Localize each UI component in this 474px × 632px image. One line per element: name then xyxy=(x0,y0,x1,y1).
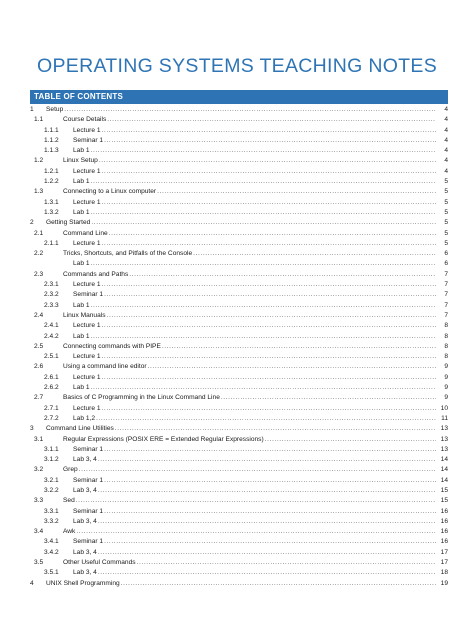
toc-entry-label: Lecture 1 xyxy=(73,281,101,289)
dot-leader xyxy=(91,177,436,187)
toc-entry-title xyxy=(73,239,436,249)
toc-entry-title xyxy=(63,156,436,166)
toc-entry-title xyxy=(63,115,436,125)
toc-entry[interactable] xyxy=(30,311,448,321)
dot-leader xyxy=(96,414,436,424)
toc-entry-number: 2.5.1 xyxy=(44,353,59,361)
toc-entry-page: 15 xyxy=(440,486,448,494)
toc-entry[interactable] xyxy=(30,136,448,146)
toc-entry[interactable] xyxy=(30,455,448,465)
dot-leader xyxy=(107,311,436,321)
toc-entry-number: 1.2.1 xyxy=(44,167,59,175)
toc-entry-page: 7 xyxy=(444,301,448,309)
toc-entry[interactable] xyxy=(30,156,448,166)
toc-entry-title xyxy=(73,404,436,414)
dot-leader xyxy=(91,208,436,218)
dot-leader xyxy=(98,568,436,578)
toc-entry-title xyxy=(73,321,436,331)
dot-leader xyxy=(102,198,437,208)
toc-entry-page: 11 xyxy=(441,414,448,422)
toc-entry-page: 16 xyxy=(440,538,448,546)
toc-entry-number: 2.6.1 xyxy=(44,373,59,381)
toc-entry[interactable] xyxy=(30,342,448,352)
dot-leader xyxy=(104,290,436,300)
toc-entry[interactable] xyxy=(30,527,448,537)
toc-entry-label: Lecture 1 xyxy=(73,353,101,361)
toc-entry-number: 2.3.2 xyxy=(44,291,59,299)
toc-entry[interactable] xyxy=(30,435,448,445)
toc-entry-title xyxy=(73,208,436,218)
toc-entry-page: 8 xyxy=(444,353,448,361)
dot-leader xyxy=(102,167,437,177)
toc-entry-title xyxy=(73,455,436,465)
toc-entry[interactable] xyxy=(30,280,448,290)
toc-entry-title xyxy=(73,537,436,547)
toc-entry[interactable] xyxy=(30,476,448,486)
toc-entry-number: 2.4.1 xyxy=(44,322,59,330)
toc-entry-page: 7 xyxy=(444,270,448,278)
toc-entry[interactable] xyxy=(30,393,448,403)
toc-entry-page: 9 xyxy=(444,363,448,371)
toc-entry-page: 14 xyxy=(440,466,448,474)
toc-entry-label: Lab 1 xyxy=(73,260,90,268)
dot-leader xyxy=(104,476,436,486)
toc-entry-number: 3.2 xyxy=(34,466,44,474)
toc-entry[interactable] xyxy=(30,249,448,259)
toc-entry-number: 3.3.1 xyxy=(44,507,59,515)
toc-entry[interactable] xyxy=(30,239,448,249)
dot-leader xyxy=(64,105,436,115)
toc-entry-page: 6 xyxy=(444,260,448,268)
toc-entry-page: 8 xyxy=(444,332,448,340)
toc-entry-number: 2.3.1 xyxy=(44,281,59,289)
dot-leader xyxy=(102,352,437,362)
dot-leader xyxy=(79,465,436,475)
toc-entry-number: 2.7.1 xyxy=(44,404,59,412)
toc-entry-page: 5 xyxy=(444,178,448,186)
table-of-contents xyxy=(30,105,448,589)
toc-entry-number: 4 xyxy=(30,579,34,587)
toc-entry[interactable] xyxy=(30,579,448,589)
toc-entry-title xyxy=(63,362,436,372)
toc-entry-title xyxy=(73,126,436,136)
toc-entry-title xyxy=(73,198,436,208)
toc-entry-page: 8 xyxy=(444,342,448,350)
toc-entry-label: Lab 1 xyxy=(73,178,90,186)
toc-entry-title xyxy=(73,259,436,269)
toc-entry-number: 2.7 xyxy=(34,394,44,402)
toc-entry-label: Lecture 1 xyxy=(73,167,101,175)
toc-entry-number: 3.2.2 xyxy=(44,486,59,494)
toc-entry-label: Lab 3, 4 xyxy=(73,548,97,556)
toc-entry-label: Basics of C Programming in the Linux Command Line xyxy=(63,394,220,402)
toc-entry-title xyxy=(73,445,436,455)
toc-entry[interactable] xyxy=(30,496,448,506)
toc-entry-title xyxy=(73,167,436,177)
toc-entry-title xyxy=(73,507,436,517)
toc-entry-label: Seminar 1 xyxy=(73,507,104,515)
toc-entry-title xyxy=(73,414,436,424)
toc-entry[interactable] xyxy=(30,537,448,547)
toc-entry-label: Lecture 1 xyxy=(73,198,101,206)
toc-entry-title xyxy=(73,568,436,578)
toc-entry-label: Seminar 1 xyxy=(73,445,104,453)
toc-entry[interactable] xyxy=(30,301,448,311)
toc-entry-title xyxy=(63,311,436,321)
toc-entry-page: 19 xyxy=(440,579,448,587)
toc-entry-number: 3.5 xyxy=(34,559,44,567)
toc-entry-title xyxy=(46,424,436,434)
toc-entry-page: 5 xyxy=(444,198,448,206)
toc-entry-number: 1.1.1 xyxy=(44,126,59,134)
toc-entry[interactable] xyxy=(30,507,448,517)
toc-entry-page: 17 xyxy=(440,548,448,556)
toc-entry-title xyxy=(73,146,436,156)
dot-leader xyxy=(98,548,436,558)
toc-entry[interactable] xyxy=(30,167,448,177)
toc-entry-label: Linux Manuals xyxy=(63,311,106,319)
toc-entry-label: Lab 1 xyxy=(73,384,90,392)
toc-entry-label: Seminar 1 xyxy=(73,538,104,546)
toc-entry-page: 13 xyxy=(440,435,448,443)
toc-entry[interactable] xyxy=(30,517,448,527)
toc-entry-label: Sed xyxy=(63,497,75,505)
toc-entry[interactable] xyxy=(30,146,448,156)
toc-entry-title xyxy=(73,301,436,311)
toc-entry-label: Seminar 1 xyxy=(73,476,104,484)
toc-entry-title xyxy=(73,517,436,527)
toc-entry[interactable] xyxy=(30,362,448,372)
toc-entry-number: 1.1 xyxy=(34,116,44,124)
toc-entry[interactable] xyxy=(30,259,448,269)
toc-entry[interactable] xyxy=(30,218,448,228)
toc-entry-label: Lab 1 xyxy=(73,147,90,155)
toc-entry-number: 1.2 xyxy=(34,157,44,165)
toc-entry-label: Connecting to a Linux computer xyxy=(63,188,157,196)
toc-entry-title xyxy=(73,476,436,486)
toc-entry-title xyxy=(73,290,436,300)
toc-entry[interactable] xyxy=(30,290,448,300)
toc-entry-page: 7 xyxy=(444,311,448,319)
toc-entry[interactable] xyxy=(30,568,448,578)
toc-entry-label: Lecture 1 xyxy=(73,239,101,247)
dot-leader xyxy=(102,404,437,414)
toc-entry-page: 5 xyxy=(444,219,448,227)
dot-leader xyxy=(221,393,436,403)
toc-entry[interactable] xyxy=(30,208,448,218)
toc-entry-page: 15 xyxy=(440,497,448,505)
toc-entry[interactable] xyxy=(30,465,448,475)
dot-leader xyxy=(104,445,436,455)
dot-leader xyxy=(91,146,436,156)
toc-entry-number: 3.5.1 xyxy=(44,569,59,577)
dot-leader xyxy=(99,156,436,166)
toc-entry[interactable] xyxy=(30,548,448,558)
toc-entry[interactable] xyxy=(30,198,448,208)
toc-entry-number: 3.1.1 xyxy=(44,445,59,453)
dot-leader xyxy=(115,424,436,434)
dot-leader xyxy=(265,435,436,445)
toc-entry[interactable] xyxy=(30,187,448,197)
toc-entry-number: 3 xyxy=(30,425,34,433)
toc-entry-page: 16 xyxy=(440,528,448,536)
toc-entry-page: 4 xyxy=(444,116,448,124)
toc-entry-label: Lab 3, 4 xyxy=(73,517,97,525)
toc-entry-page: 17 xyxy=(440,559,448,567)
dot-leader xyxy=(104,507,436,517)
toc-entry-page: 7 xyxy=(444,281,448,289)
toc-entry[interactable] xyxy=(30,177,448,187)
toc-entry-title xyxy=(73,373,436,383)
toc-entry[interactable] xyxy=(30,126,448,136)
toc-entry-label: Lecture 1 xyxy=(73,322,101,330)
toc-entry-label: Lab 1 xyxy=(73,332,90,340)
toc-entry-number: 1.3.2 xyxy=(44,208,59,216)
toc-entry[interactable] xyxy=(30,373,448,383)
toc-entry[interactable] xyxy=(30,424,448,434)
toc-entry-number: 2.2 xyxy=(34,250,44,258)
toc-entry-page: 5 xyxy=(444,239,448,247)
toc-entry-number: 2.6.2 xyxy=(44,384,59,392)
toc-entry-label: Lecture 1 xyxy=(73,126,101,134)
toc-entry-number: 3.3.2 xyxy=(44,517,59,525)
toc-entry-number: 3.1.2 xyxy=(44,456,59,464)
toc-entry-number: 2.1 xyxy=(34,229,44,237)
toc-entry-number: 1 xyxy=(30,106,34,113)
toc-entry-title xyxy=(63,342,436,352)
toc-entry-title xyxy=(63,270,436,280)
toc-entry-number: 2.6 xyxy=(34,363,44,371)
dot-leader xyxy=(104,537,436,547)
toc-entry-title xyxy=(73,280,436,290)
dot-leader xyxy=(76,496,436,506)
toc-entry-number: 3.4 xyxy=(34,528,44,536)
toc-entry-number: 2.5 xyxy=(34,342,44,350)
toc-entry-title xyxy=(63,187,436,197)
toc-entry-title xyxy=(73,383,436,393)
toc-entry-page: 4 xyxy=(444,136,448,144)
toc-entry[interactable] xyxy=(30,445,448,455)
toc-entry-title xyxy=(63,496,436,506)
dot-leader xyxy=(98,486,436,496)
toc-entry-page: 5 xyxy=(444,229,448,237)
dot-leader xyxy=(98,455,436,465)
toc-entry-title xyxy=(63,435,436,445)
toc-entry-page: 9 xyxy=(444,384,448,392)
dot-leader xyxy=(102,126,437,136)
toc-entry-title xyxy=(63,558,436,568)
toc-entry-title xyxy=(63,229,436,239)
toc-entry-title xyxy=(63,249,436,259)
toc-entry-title xyxy=(73,486,436,496)
toc-entry-title xyxy=(63,527,436,537)
dot-leader xyxy=(121,579,436,589)
toc-entry-page: 10 xyxy=(440,404,448,412)
toc-entry-page: 4 xyxy=(444,157,448,165)
toc-entry-label: Awk xyxy=(63,528,76,536)
toc-entry-label: Tricks, Shortcuts, and Pitfalls of the Console xyxy=(63,250,193,258)
toc-entry-label: Using a command line editor xyxy=(63,363,147,371)
toc-entry-page: 5 xyxy=(444,188,448,196)
toc-entry-label: Linux Setup xyxy=(63,157,98,165)
toc-entry-label: Lab 3, 4 xyxy=(73,456,97,464)
dot-leader xyxy=(137,558,436,568)
toc-entry-number: 3.3 xyxy=(34,497,44,505)
toc-entry-label: Lab 1 xyxy=(73,208,90,216)
toc-entry-title xyxy=(46,105,436,115)
toc-entry-title xyxy=(46,579,436,589)
toc-entry-page: 4 xyxy=(444,126,448,134)
dot-leader xyxy=(129,270,436,280)
toc-entry[interactable] xyxy=(30,414,448,424)
toc-entry-page: 4 xyxy=(444,106,448,113)
toc-entry[interactable] xyxy=(30,332,448,342)
toc-entry-label: Seminar 1 xyxy=(73,136,104,144)
toc-entry-label: Lab 1,2 xyxy=(73,414,95,422)
dot-leader xyxy=(91,259,436,269)
toc-entry-label: Connecting commands with PIPE xyxy=(63,342,161,350)
toc-entry-page: 14 xyxy=(440,476,448,484)
dot-leader xyxy=(102,321,437,331)
toc-entry-label: Course Details xyxy=(63,116,107,124)
toc-entry-number: 1.1.3 xyxy=(44,147,59,155)
toc-entry[interactable] xyxy=(30,404,448,414)
toc-entry-number: 2.3.3 xyxy=(44,301,59,309)
toc-entry-number: 1.2.2 xyxy=(44,178,59,186)
toc-entry-label: Lab 1 xyxy=(73,301,90,309)
toc-entry[interactable] xyxy=(30,321,448,331)
toc-entry[interactable] xyxy=(30,229,448,239)
toc-entry-number: 2 xyxy=(30,219,34,227)
toc-entry-number: 3.1 xyxy=(34,435,44,443)
toc-entry-number: 2.1.1 xyxy=(44,239,59,247)
toc-entry-page: 13 xyxy=(440,445,448,453)
toc-entry-number: 1.3.1 xyxy=(44,198,59,206)
toc-entry-title xyxy=(73,548,436,558)
toc-entry-number: 3.2.1 xyxy=(44,476,59,484)
toc-entry[interactable] xyxy=(30,270,448,280)
dot-leader xyxy=(91,301,436,311)
toc-entry-label: Lab 3, 4 xyxy=(73,569,97,577)
toc-entry-label: Seminar 1 xyxy=(73,291,104,299)
toc-entry-number: 3.4.1 xyxy=(44,538,59,546)
toc-entry-label: Command Line xyxy=(63,229,108,237)
toc-entry-page: 18 xyxy=(440,569,448,577)
toc-entry-number: 2.4 xyxy=(34,311,44,319)
toc-entry-page: 9 xyxy=(444,394,448,402)
dot-leader xyxy=(91,218,436,228)
toc-entry[interactable] xyxy=(30,486,448,496)
toc-entry[interactable] xyxy=(30,383,448,393)
dot-leader xyxy=(157,187,436,197)
toc-entry[interactable] xyxy=(30,352,448,362)
toc-entry-page: 4 xyxy=(444,147,448,155)
toc-entry-page: 9 xyxy=(444,373,448,381)
dot-leader xyxy=(193,249,436,259)
toc-entry-label: Commands and Paths xyxy=(63,270,129,278)
dot-leader xyxy=(107,115,436,125)
dot-leader xyxy=(104,136,436,146)
dot-leader xyxy=(148,362,436,372)
toc-entry-number: 2.4.2 xyxy=(44,332,59,340)
toc-entry-label: Lecture 1 xyxy=(73,373,101,381)
toc-entry-title xyxy=(63,393,436,403)
toc-entry[interactable] xyxy=(30,115,448,125)
toc-entry-title xyxy=(73,136,436,146)
toc-entry-label: Other Useful Commands xyxy=(63,559,136,567)
toc-entry-number: 2.3 xyxy=(34,270,44,278)
toc-entry-title xyxy=(73,332,436,342)
toc-entry-label: Getting Started xyxy=(46,219,91,227)
dot-leader xyxy=(102,280,437,290)
toc-entry-page: 4 xyxy=(444,167,448,175)
toc-entry-page: 5 xyxy=(444,208,448,216)
toc-entry-page: 16 xyxy=(440,507,448,515)
dot-leader xyxy=(91,332,436,342)
toc-entry-page: 8 xyxy=(444,322,448,330)
toc-entry-label: Grep xyxy=(63,466,78,474)
toc-entry-page: 7 xyxy=(444,291,448,299)
toc-entry-label: Command Line Utilities xyxy=(46,425,114,433)
toc-entry[interactable] xyxy=(30,105,448,115)
toc-entry[interactable] xyxy=(30,558,448,568)
dot-leader xyxy=(76,527,436,537)
dot-leader xyxy=(102,373,437,383)
toc-entry-page: 13 xyxy=(440,425,448,433)
toc-entry-page: 6 xyxy=(444,250,448,258)
dot-leader xyxy=(91,383,436,393)
toc-entry-title xyxy=(63,465,436,475)
toc-entry-title xyxy=(46,218,436,228)
toc-entry-label: Regular Expressions (POSIX ERE = Extended Regular Expressions) xyxy=(63,435,264,443)
toc-entry-number: 2.7.2 xyxy=(44,414,59,422)
toc-entry-title xyxy=(73,352,436,362)
toc-entry-page: 16 xyxy=(440,517,448,525)
dot-leader xyxy=(109,229,436,239)
toc-entry-page: 14 xyxy=(440,456,448,464)
toc-entry-title xyxy=(73,177,436,187)
dot-leader xyxy=(162,342,436,352)
toc-entry-number: 1.1.2 xyxy=(44,136,59,144)
toc-header: TABLE OF CONTENTS xyxy=(30,90,448,104)
dot-leader xyxy=(102,239,437,249)
document-title: OPERATING SYSTEMS TEACHING NOTES xyxy=(36,55,438,77)
toc-entry-number: 3.4.2 xyxy=(44,548,59,556)
toc-entry-label: Lecture 1 xyxy=(73,404,101,412)
toc-entry-label: Lab 3, 4 xyxy=(73,486,97,494)
toc-entry-label: Setup xyxy=(46,106,64,113)
toc-entry-number: 1.3 xyxy=(34,188,44,196)
dot-leader xyxy=(98,517,436,527)
toc-entry-label: UNIX Shell Programming xyxy=(46,579,120,587)
